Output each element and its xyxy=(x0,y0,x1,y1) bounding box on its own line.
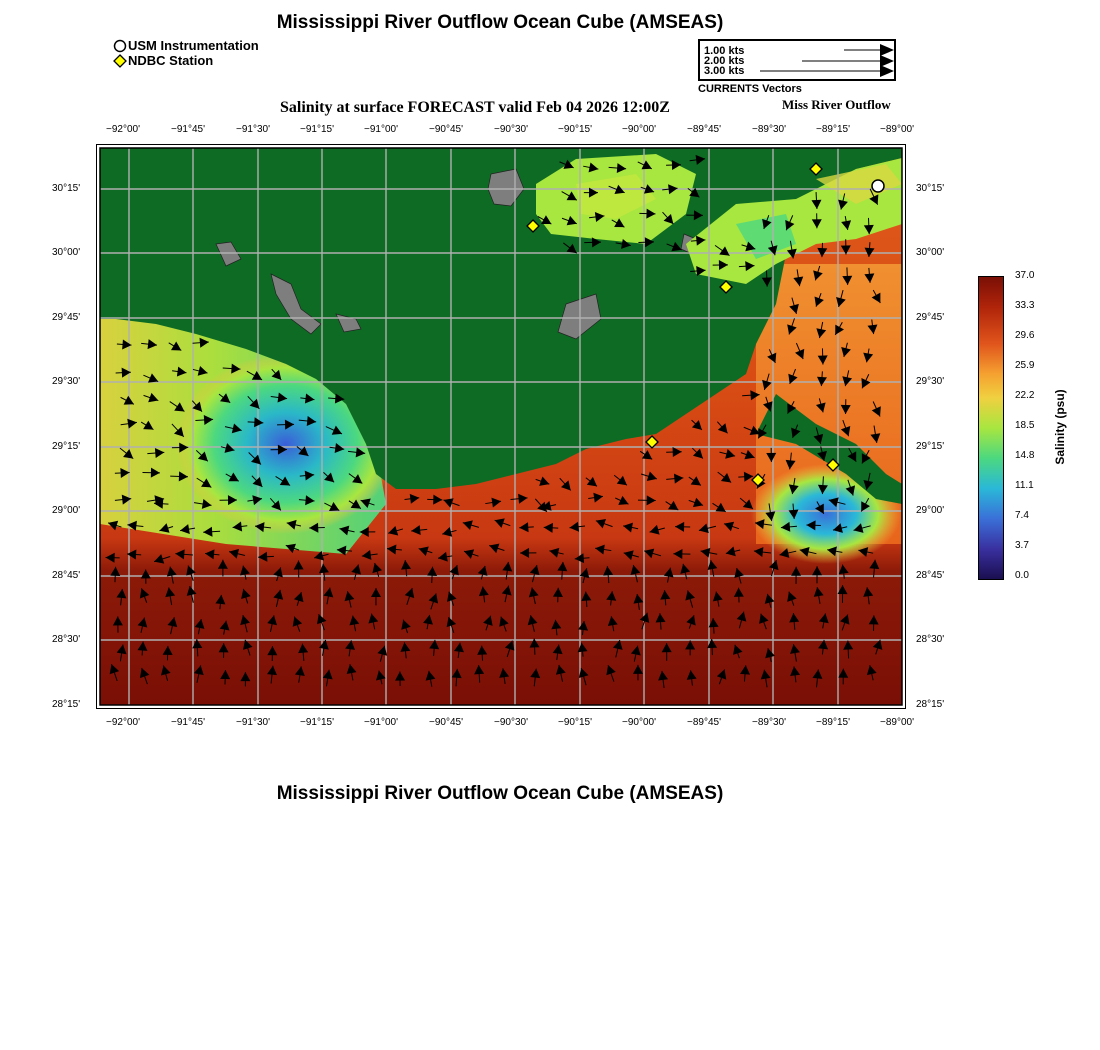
lat-tick-label: 30°15' xyxy=(916,183,945,194)
lon-tick-label: −90°00' xyxy=(622,717,656,728)
lat-tick-label: 28°45' xyxy=(916,570,945,581)
salinity-map xyxy=(96,144,906,709)
colorbar-label: 0.0 xyxy=(1015,570,1029,581)
lon-tick-label: −91°30' xyxy=(236,717,270,728)
lon-tick-label: −90°15' xyxy=(558,124,592,135)
lon-tick-label: −89°15' xyxy=(816,124,850,135)
lat-tick-label: 28°15' xyxy=(52,699,81,710)
lon-tick-label: −92°00' xyxy=(106,717,140,728)
lon-tick-label: −92°00' xyxy=(106,124,140,135)
corner-label: Miss River Outflow xyxy=(782,97,891,112)
colorbar-label: 37.0 xyxy=(1015,270,1035,281)
second-title: Mississippi River Outflow Ocean Cube (AMSEAS) xyxy=(276,783,724,804)
arrow-icon xyxy=(880,44,894,56)
ndbc-legend-label: NDBC Station xyxy=(128,53,214,68)
lat-tick-label: 29°15' xyxy=(52,441,81,452)
arrow-icon xyxy=(880,55,894,67)
lon-tick-label: −91°15' xyxy=(300,124,334,135)
lon-tick-label: −89°00' xyxy=(880,124,914,135)
lat-tick-label: 30°00' xyxy=(916,247,945,258)
colorbar-labels xyxy=(1005,270,1045,590)
lon-tick-label: −90°30' xyxy=(494,717,528,728)
lat-tick-label: 28°15' xyxy=(916,699,945,710)
lon-tick-label: −89°00' xyxy=(880,717,914,728)
colorbar xyxy=(978,276,1004,580)
lat-axis-right xyxy=(914,0,959,1050)
usm-station-marker xyxy=(872,180,884,192)
lon-tick-label: −89°30' xyxy=(752,124,786,135)
colorbar-label: 18.5 xyxy=(1015,420,1035,431)
ndbc-diamond-icon xyxy=(112,54,128,68)
lat-tick-label: 30°00' xyxy=(52,247,81,258)
lon-tick-label: −90°45' xyxy=(429,717,463,728)
lat-tick-label: 28°30' xyxy=(916,634,945,645)
lon-tick-label: −90°30' xyxy=(494,124,528,135)
colorbar-label: 14.8 xyxy=(1015,450,1035,461)
usm-circle-icon xyxy=(112,39,128,53)
vector-legend-item: 3.00 kts xyxy=(704,65,745,77)
lat-tick-label: 29°15' xyxy=(916,441,945,452)
colorbar-label: 3.7 xyxy=(1015,540,1029,551)
lon-tick-label: −90°15' xyxy=(558,717,592,728)
colorbar-label: 7.4 xyxy=(1015,510,1029,521)
lat-tick-label: 29°30' xyxy=(52,376,81,387)
main-title: Mississippi River Outflow Ocean Cube (AMSEAS) xyxy=(276,12,724,33)
lon-tick-label: −90°45' xyxy=(429,124,463,135)
colorbar-label: 33.3 xyxy=(1015,300,1035,311)
arrow-icon xyxy=(880,65,894,77)
lat-tick-label: 29°45' xyxy=(916,312,945,323)
colorbar-title: Salinity (psu) xyxy=(1053,389,1067,465)
lon-tick-label: −91°45' xyxy=(171,717,205,728)
lat-tick-label: 29°45' xyxy=(52,312,81,323)
lat-tick-label: 29°30' xyxy=(916,376,945,387)
station-legend xyxy=(112,38,259,68)
lon-tick-label: −89°15' xyxy=(816,717,850,728)
lon-tick-label: −90°00' xyxy=(622,124,656,135)
lat-tick-label: 28°30' xyxy=(52,634,81,645)
lon-tick-label: −91°00' xyxy=(364,717,398,728)
lat-tick-label: 28°45' xyxy=(52,570,81,581)
vector-legend-arrows xyxy=(700,41,894,79)
vector-legend-caption: CURRENTS Vectors xyxy=(698,83,802,95)
lat-axis-left xyxy=(50,0,95,1050)
colorbar-label: 29.6 xyxy=(1015,330,1035,341)
lat-tick-label: 29°00' xyxy=(916,505,945,516)
plot-title: Salinity at surface FORECAST valid Feb 04 2026 12:00Z xyxy=(280,99,670,116)
lat-tick-label: 29°00' xyxy=(52,505,81,516)
vector-legend-item: 2.00 kts xyxy=(704,55,745,67)
colorbar-label: 25.9 xyxy=(1015,360,1035,371)
vector-legend-box xyxy=(698,39,896,81)
lat-tick-label: 30°15' xyxy=(52,183,81,194)
lon-tick-label: −91°00' xyxy=(364,124,398,135)
lon-tick-label: −89°30' xyxy=(752,717,786,728)
colorbar-label: 22.2 xyxy=(1015,390,1035,401)
vector-legend-item: 1.00 kts xyxy=(704,45,745,57)
lon-tick-label: −91°30' xyxy=(236,124,270,135)
usm-legend-label: USM Instrumentation xyxy=(128,38,259,53)
lon-tick-label: −91°45' xyxy=(171,124,205,135)
colorbar-label: 11.1 xyxy=(1015,480,1034,491)
lon-tick-label: −91°15' xyxy=(300,717,334,728)
lon-tick-label: −89°45' xyxy=(687,717,721,728)
lon-tick-label: −89°45' xyxy=(687,124,721,135)
